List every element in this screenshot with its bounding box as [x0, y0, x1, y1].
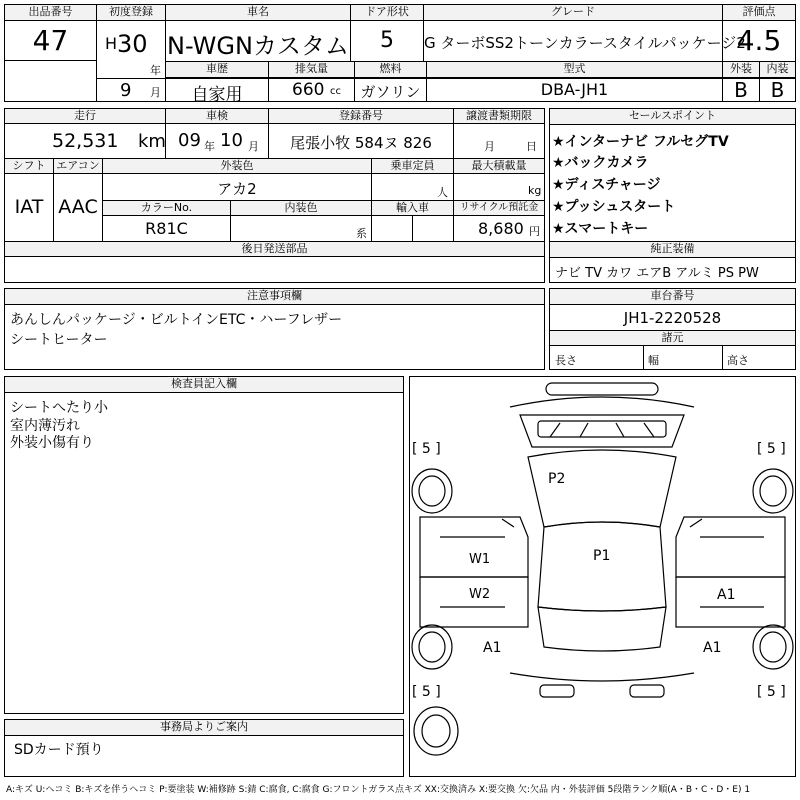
tire-front-right: [ 5 ]: [757, 441, 786, 457]
int-label: 内装: [760, 62, 795, 78]
rear-bumper-shape: [540, 685, 574, 697]
office-text: SDカード預り: [14, 742, 104, 758]
right-door-mark: A1: [717, 587, 736, 603]
reg-year: 30: [117, 30, 148, 58]
grade-label: グレード: [424, 5, 722, 21]
inspector-title: 検査員記入欄: [5, 377, 403, 393]
dims-height: 高さ: [727, 354, 749, 367]
inspector-line: 外装小傷有り: [10, 435, 94, 451]
intcolor-label: 内装色: [231, 201, 371, 216]
capacity-unit: 人: [437, 186, 448, 199]
tire-front-left: [ 5 ]: [412, 441, 441, 457]
capacity-label: 乗車定員: [372, 159, 453, 174]
hood-mark: P2: [548, 471, 566, 487]
front-outline: [510, 397, 694, 407]
colorno-value: R81C: [145, 219, 188, 238]
era: H: [105, 34, 118, 53]
reg-month: 9: [120, 80, 132, 101]
doors-label: ドア形状: [351, 5, 423, 21]
fuel-label: 燃料: [355, 62, 426, 78]
recycle-unit: 円: [529, 225, 540, 238]
sales-title: セールスポイント: [550, 109, 795, 125]
equipment-title: 純正装備: [550, 242, 795, 258]
roof-mark: P1: [593, 548, 611, 564]
ext-grade: B: [734, 78, 748, 102]
equipment-value: ナビ TV カワ エアB アルミ PS PW: [555, 266, 759, 281]
reg-label: 初度登録: [97, 5, 165, 21]
sales-item: ★ディスチャージ: [552, 177, 661, 193]
transfer-month: 月: [484, 140, 495, 153]
shift-label: シフト: [5, 159, 53, 174]
dims-width: 幅: [648, 354, 659, 367]
color-value: アカ2: [217, 180, 257, 198]
rear-outline: [510, 673, 694, 681]
lot-label: 出品番号: [5, 5, 96, 21]
dims-title: 諸元: [550, 331, 795, 346]
name-label: 車名: [166, 5, 350, 21]
load-label: 最大積載量: [454, 159, 544, 174]
ac-value: AAC: [58, 196, 98, 218]
score-value: 4.5: [736, 24, 782, 57]
chassis-title: 車台番号: [550, 289, 795, 305]
front-bumper-shape: [546, 383, 658, 395]
history-label: 車歴: [166, 62, 268, 78]
insp-year-unit: 年: [204, 140, 215, 153]
year-unit: 年: [150, 64, 161, 77]
cc-unit: cc: [330, 86, 341, 97]
int-grade: B: [770, 78, 785, 102]
mileage-value: 52,531: [52, 130, 119, 152]
doors-value: 5: [380, 28, 394, 53]
inspection-label: 車検: [166, 109, 268, 124]
spare-tire: [414, 707, 458, 755]
notes-line: シートヒーター: [10, 332, 108, 348]
cc-value: 660: [292, 80, 325, 100]
sales-item: ★インターナビ フルセグTV: [552, 134, 729, 150]
transfer-label: 譲渡書類期限: [454, 109, 544, 124]
model-value: DBA-JH1: [540, 80, 609, 99]
tire-rear-left: [ 5 ]: [412, 684, 441, 700]
month-unit: 月: [150, 86, 161, 99]
grade-value: G ターボSS2トーンカラースタイルパッケージ2: [424, 34, 746, 52]
import-label: 輸入車: [372, 201, 453, 216]
recycle-value: 8,680: [478, 219, 524, 238]
insp-month-unit: 月: [248, 140, 259, 153]
cc-label: 排気量: [269, 62, 354, 78]
shift-value: IAT: [14, 196, 44, 218]
office-title: 事務局よりご案内: [5, 720, 403, 736]
transfer-day: 日: [526, 140, 537, 153]
notes-line: あんしんパッケージ・ビルトインETC・ハーフレザー: [10, 312, 343, 328]
history-value: 自家用: [191, 85, 243, 105]
inspector-line: 室内薄汚れ: [10, 418, 80, 434]
load-unit: kg: [528, 184, 542, 197]
model-label: 型式: [427, 62, 722, 78]
sales-item: ★バックカメラ: [552, 155, 649, 171]
tire-rear-right: [ 5 ]: [757, 684, 786, 700]
left-rear-door-mark: W2: [469, 587, 491, 602]
colorno-label: カラーNo.: [103, 201, 230, 216]
ac-label: エアコン: [54, 159, 102, 174]
fuel-value: ガソリン: [360, 83, 421, 101]
windshield-shape: [528, 450, 676, 527]
cabin-shape: [538, 522, 666, 611]
hood-shape: [520, 415, 684, 447]
car-name: N-WGNカスタム: [167, 32, 349, 60]
inspector-line: シートへたり小: [10, 400, 108, 416]
color-label: 外装色: [103, 159, 371, 174]
right-fender-mark: A1: [703, 640, 722, 656]
intcolor-unit: 系: [356, 227, 367, 240]
sales-item: ★プッシュスタート: [552, 199, 676, 215]
dims-length: 長さ: [555, 354, 577, 367]
score-label: 評価点: [723, 5, 795, 21]
later-parts-label: 後日発送部品: [5, 242, 544, 257]
insp-year: 09: [178, 130, 201, 151]
car-damage-diagram: [410, 377, 795, 776]
insp-month: 10: [220, 130, 243, 151]
sales-item: ★スマートキー: [552, 221, 649, 237]
plate-value: 尾張小牧 584ヌ 826: [290, 134, 432, 152]
mileage-unit: km: [138, 131, 166, 152]
plate-label: 登録番号: [269, 109, 453, 124]
chassis-value: JH1-2220528: [623, 309, 722, 327]
left-fender-mark: A1: [483, 640, 502, 656]
mileage-label: 走行: [5, 109, 165, 124]
ext-label: 外装: [723, 62, 759, 78]
left-front-door-mark: W1: [469, 552, 491, 567]
notes-title: 注意事項欄: [5, 289, 544, 305]
legend-text: A:キズ U:ヘコミ B:キズを伴うヘコミ P:要塗装 W:補修跡 S:錆 C:腐食, C:腐食 G:フロントガラス点キズ XX:交換済み X:要交換 欠:欠品 内・外装評価 5段階ランク順(A・B・C・D・E) 1: [6, 785, 751, 795]
recycle-label: リサイクル預託金: [454, 201, 544, 216]
lot-number: 47: [32, 24, 69, 57]
